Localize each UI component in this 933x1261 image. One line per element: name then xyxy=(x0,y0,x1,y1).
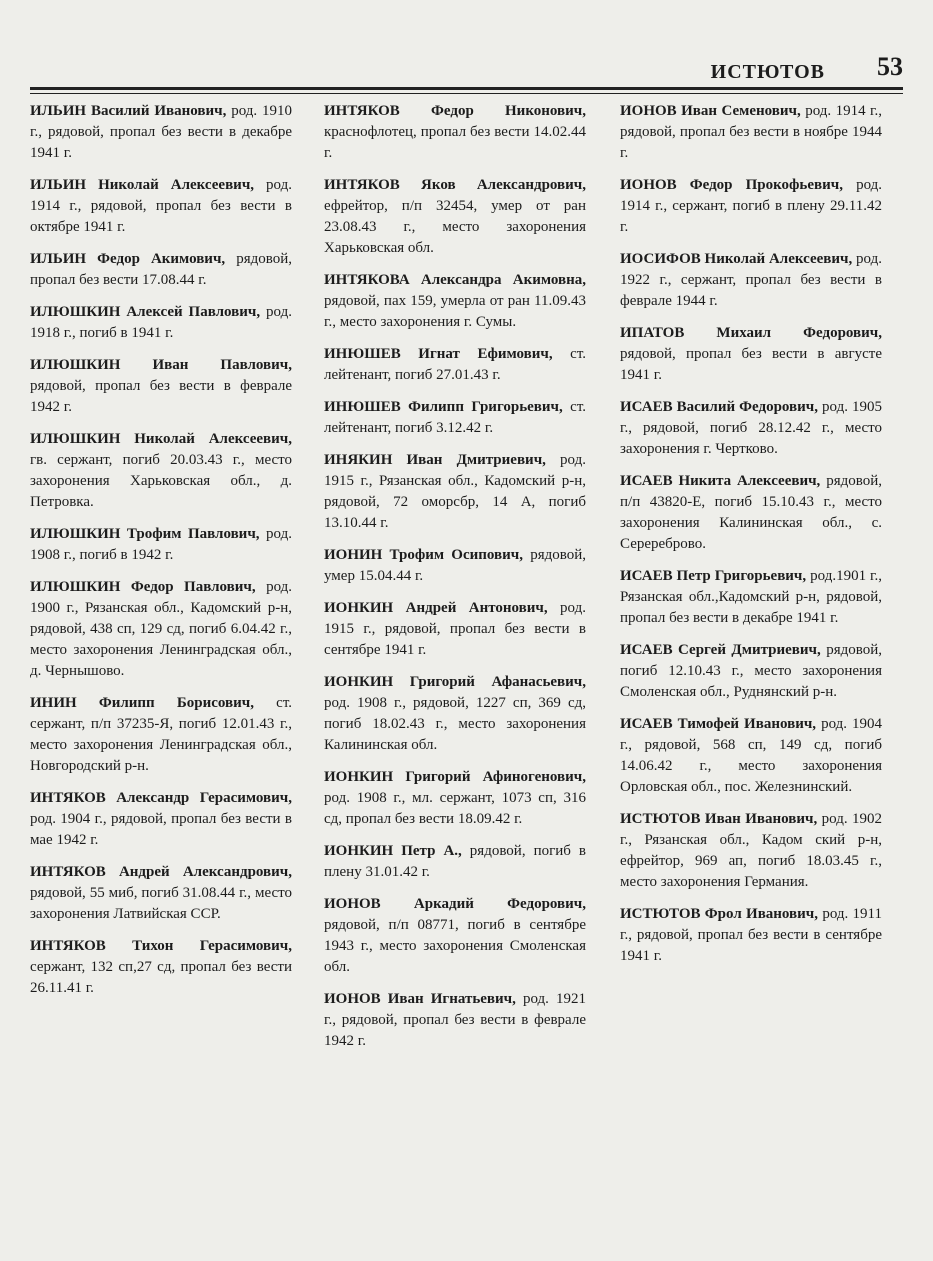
entry-text: рядовой, 55 миб, погиб 31.08.44 г., место захоронения Латвийская ССР. xyxy=(30,885,292,922)
running-head: ИСТЮТОВ xyxy=(710,61,825,83)
entry-text: род. 1908 г., погиб в 1942 г. xyxy=(30,526,292,563)
biography-entry xyxy=(30,524,292,566)
entry-text: рядовой, умер 15.04.44 г. xyxy=(324,547,586,584)
biography-entry xyxy=(324,672,586,756)
entry-name: ИОНКИН Григорий Афанасьевич, xyxy=(324,674,586,690)
biography-entry xyxy=(324,344,586,386)
biography-entry xyxy=(620,809,882,893)
entry-name: ИОСИФОВ Николай Алексеевич, xyxy=(620,251,853,267)
biography-entry xyxy=(324,397,586,439)
entry-text: род. 1918 г., погиб в 1941 г. xyxy=(30,304,292,341)
header-rule-thin xyxy=(30,93,903,94)
entry-name: ИНТЯКОВ Федор Никонович, xyxy=(324,103,586,119)
header-rule-thick xyxy=(30,87,903,90)
entry-name: ИЛЮШКИН Николай Алексеевич, xyxy=(30,431,292,447)
entry-name: ИНЮШЕВ Игнат Ефимович, xyxy=(324,346,553,362)
biography-entry xyxy=(620,640,882,703)
biography-entry xyxy=(620,566,882,629)
entry-name: ИОНИН Трофим Осипович, xyxy=(324,547,523,563)
biography-entry xyxy=(30,101,292,164)
biography-entry xyxy=(324,989,586,1052)
biography-entry xyxy=(324,598,586,661)
entry-name: ИОНОВ Иван Семенович, xyxy=(620,103,801,119)
entry-text: рядовой, погиб в плену 31.01.42 г. xyxy=(324,843,587,880)
page-number: 53 xyxy=(877,52,903,81)
biography-entry xyxy=(324,175,586,259)
entry-text: род. 1915 г., Рязанская обл., Кадомский р-н, рядовой, 72 оморсбр, 14 А, погиб 13.10.44 г. xyxy=(324,452,586,531)
biography-entry xyxy=(324,101,586,164)
entry-text: род. 1915 г., рядовой, пропал без вести в сентябре 1941 г. xyxy=(324,600,586,658)
biography-entry xyxy=(30,788,292,851)
entry-name: ИОНОВ Иван Игнатьевич, xyxy=(324,991,516,1007)
entry-text: род. 1905 г., рядовой, погиб 28.12.42 г., место захоронения г. Чертково. xyxy=(620,399,883,457)
biography-entry xyxy=(620,323,882,386)
biography-entry xyxy=(620,101,882,164)
entry-text: род. 1902 г., Рязанская обл., Кадом ский р-н, ефрейтор, 969 ап, погиб 18.03.45 г., место захоронения Германия. xyxy=(620,811,883,890)
biography-entry xyxy=(30,249,292,291)
text-columns xyxy=(30,101,900,1221)
entry-text: ст. лейтенант, погиб 27.01.43 г. xyxy=(324,346,587,383)
biography-entry xyxy=(620,904,882,967)
entry-text: род. 1922 г., сержант, пропал без вести в феврале 1944 г. xyxy=(620,251,882,309)
entry-name: ИОНКИН Григорий Афиногенович, xyxy=(324,769,586,785)
entry-text: род. 1911 г., рядовой, пропал без вести в сентябре 1941 г. xyxy=(620,906,882,964)
entry-text: краснофлотец, пропал без вести 14.02.44 г. xyxy=(324,124,586,161)
entry-text: рядовой, п/п 43820-Е, погиб 15.10.43 г., место захоронения Калининская обл., с. Серереброво. xyxy=(620,473,882,552)
biography-entry xyxy=(324,894,586,978)
entry-text: род. 1914 г., рядовой, пропал без вести в ноябре 1944 г. xyxy=(620,103,883,161)
entry-name: ИОНОВ Федор Прокофьевич, xyxy=(620,177,843,193)
entry-name: ИЛЬИН Николай Алексеевич, xyxy=(30,177,255,193)
biography-entry xyxy=(620,249,882,312)
entry-name: ИСАЕВ Сергей Дмитриевич, xyxy=(620,642,821,658)
biography-entry xyxy=(324,270,586,333)
biography-entry xyxy=(620,175,882,238)
entry-name: ИОНКИН Андрей Антонович, xyxy=(324,600,548,616)
entry-text: ст. сержант, п/п 37235-Я, погиб 12.01.43 г., место захоронения Ленинградская обл., Новгородский р-н. xyxy=(30,695,292,774)
entry-text: род. 1921 г., рядовой, пропал без вести в феврале 1942 г. xyxy=(324,991,586,1049)
entry-text: рядовой, погиб 12.10.43 г., место захоронения Смоленская обл., Руднянский р-н. xyxy=(620,642,882,700)
entry-name: ИСАЕВ Василий Федорович, xyxy=(620,399,818,415)
entry-name: ИЛЮШКИН Федор Павлович, xyxy=(30,579,256,595)
column-1 xyxy=(30,101,292,1010)
entry-name: ИСАЕВ Тимофей Иванович, xyxy=(620,716,817,732)
entry-name: ИНТЯКОВ Андрей Александрович, xyxy=(30,864,292,880)
entry-name: ИНЯКИН Иван Дмитриевич, xyxy=(324,452,546,468)
entry-name: ИЛЬИН Федор Акимович, xyxy=(30,251,226,267)
biography-entry xyxy=(30,693,292,777)
entry-name: ИСТЮТОВ Иван Иванович, xyxy=(620,811,818,827)
entry-name: ИПАТОВ Михаил Федорович, xyxy=(620,325,882,341)
entry-text: род. 1914 г., сержант, погиб в плену 29.11.42 г. xyxy=(620,177,883,235)
entry-text: род. 1908 г., рядовой, 1227 сп, 369 сд, погиб 18.02.43 г., место захоронения Калининская обл. xyxy=(324,695,586,753)
biography-entry xyxy=(30,175,292,238)
entry-text: рядовой, пропал без вести в феврале 1942 г. xyxy=(30,378,292,415)
entry-text: род. 1914 г., рядовой, пропал без вести в октябре 1941 г. xyxy=(30,177,292,235)
entry-text: ст. лейтенант, погиб 3.12.42 г. xyxy=(324,399,586,436)
entry-name: ИОНОВ Аркадий Федорович, xyxy=(324,896,586,912)
entry-text: род. 1910 г., рядовой, пропал без вести в декабре 1941 г. xyxy=(30,103,293,161)
entry-name: ИЛЮШКИН Трофим Павлович, xyxy=(30,526,260,542)
biography-entry xyxy=(30,429,292,513)
entry-text: сержант, 132 сп,27 сд, пропал без вести 26.11.41 г. xyxy=(30,959,292,996)
entry-name: ИНТЯКОВ Тихон Герасимович, xyxy=(30,938,292,954)
entry-text: род. 1908 г., мл. сержант, 1073 сп, 316 сд, пропал без вести 18.09.42 г. xyxy=(324,790,586,827)
entry-text: рядовой, пах 159, умерла от ран 11.09.43 г., место захоронения г. Сумы. xyxy=(324,293,586,330)
entry-name: ИНТЯКОВ Александр Герасимович, xyxy=(30,790,292,806)
entry-text: род. 1904 г., рядовой, 568 сп, 149 сд, погиб 14.06.42 г., место захоронения Орловская обл., пос. Железнинский. xyxy=(620,716,883,795)
biography-entry xyxy=(30,355,292,418)
entry-name: ИОНКИН Петр А., xyxy=(324,843,462,859)
entry-name: ИСТЮТОВ Фрол Иванович, xyxy=(620,906,819,922)
biography-entry xyxy=(324,767,586,830)
entry-text: род. 1900 г., Рязанская обл., Кадомский р-н, рядовой, 438 сп, 129 сд, погиб 6.04.42 г., место захоронения Ленинградская обл., д. Чернышово. xyxy=(30,579,293,679)
biography-entry xyxy=(620,397,882,460)
entry-text: ефрейтор, п/п 32454, умер от ран 23.08.43 г., место захоронения Харьковская обл. xyxy=(324,198,586,256)
page-header xyxy=(30,52,903,86)
biography-entry xyxy=(30,302,292,344)
entry-name: ИЛЮШКИН Алексей Павлович, xyxy=(30,304,261,320)
biography-entry xyxy=(30,936,292,999)
entry-name: ИНЮШЕВ Филипп Григорьевич, xyxy=(324,399,563,415)
entry-name: ИНТЯКОВ Яков Александрович, xyxy=(324,177,586,193)
entry-text: рядовой, п/п 08771, погиб в сентябре 1943 г., место захоронения Смоленская обл. xyxy=(324,917,586,975)
entry-text: рядовой, пропал без вести в августе 1941 г. xyxy=(620,346,882,383)
entry-name: ИЛЬИН Василий Иванович, xyxy=(30,103,227,119)
entry-name: ИСАЕВ Никита Алексеевич, xyxy=(620,473,821,489)
entry-text: род.1901 г., Рязанская обл.,Кадомский р-н, рядовой, пропал без вести в декабре 1941 г. xyxy=(620,568,882,626)
biography-entry xyxy=(30,577,292,682)
column-2 xyxy=(324,101,586,1063)
biography-entry xyxy=(620,714,882,798)
entry-name: ИСАЕВ Петр Григорьевич, xyxy=(620,568,807,584)
column-3 xyxy=(620,101,882,978)
biography-entry xyxy=(30,862,292,925)
biography-entry xyxy=(620,471,882,555)
entry-text: гв. сержант, погиб 20.03.43 г., место захоронения Харьковская обл., д. Петровка. xyxy=(30,452,292,510)
biography-entry xyxy=(324,450,586,534)
entry-name: ИНИН Филипп Борисович, xyxy=(30,695,254,711)
biography-entry xyxy=(324,841,586,883)
entry-name: ИЛЮШКИН Иван Павлович, xyxy=(30,357,292,373)
entry-text: рядовой, пропал без вести 17.08.44 г. xyxy=(30,251,293,288)
biography-entry xyxy=(324,545,586,587)
entry-text: род. 1904 г., рядовой, пропал без вести в мае 1942 г. xyxy=(30,811,292,848)
entry-name: ИНТЯКОВА Александра Акимовна, xyxy=(324,272,586,288)
